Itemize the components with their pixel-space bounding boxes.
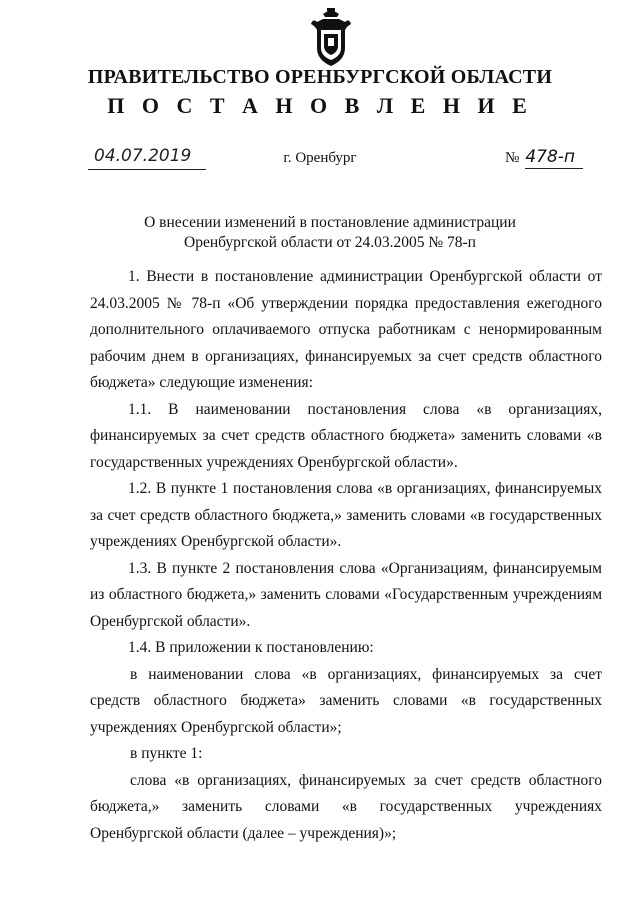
paragraph-1-4-words: слова «в организациях, финансируемых за счет средств областного бюджета,» заменить словами «в государственных учреждениях Оренбургской области (далее – учреждения)»; bbox=[90, 771, 602, 842]
government-name: ПРАВИТЕЛЬСТВО ОРЕНБУРГСКОЙ ОБЛАСТИ bbox=[87, 66, 553, 88]
paragraph-1-4-point1: в пункте 1: bbox=[130, 745, 203, 762]
coat-of-arms-emblem bbox=[309, 8, 353, 68]
title-line-2: Оренбургской области от 24.03.2005 № 78-п bbox=[184, 234, 476, 251]
paragraph-1-1: 1.1. В наименовании постановления слова «в организациях, финансируемых за счет средств областного бюджета» заменить словами «в государственных учреждениях Оренбургской области». bbox=[90, 400, 602, 471]
document-date: 04.07.2019 bbox=[88, 146, 206, 170]
paragraph-1-2: 1.2. В пункте 1 постановления слова «в организациях, финансируемых за счет средств областного бюджета,» заменить словами «в государственных учреждениях Оренбургской области». bbox=[90, 480, 602, 550]
paragraph-1-4: 1.4. В приложении к постановлению: bbox=[128, 639, 374, 656]
document-body bbox=[90, 264, 602, 847]
document-title bbox=[120, 213, 540, 253]
paragraph-1-3: 1.3. В пункте 2 постановления слова «Организациям, финансируемым из областного бюджета,» заменить словами «Государственным учреждениям Оренбургской области». bbox=[90, 559, 602, 630]
document-type: П О С Т А Н О В Л Е Н И Е bbox=[107, 93, 533, 118]
number-sign: № bbox=[505, 150, 520, 166]
paragraph-1-4-name: в наименовании слова «в организациях, финансируемых за счет средств областного бюджета» заменить словами «в государственных учреждениях Оренбургской области»; bbox=[90, 665, 602, 736]
title-line-1: О внесении изменений в постановление администрации bbox=[144, 214, 516, 231]
document-number bbox=[505, 146, 591, 170]
document-city: г. Оренбург bbox=[283, 150, 357, 166]
number-value: 478-п bbox=[525, 146, 583, 169]
paragraph-1: 1. Внести в постановление администрации Оренбургской области от 24.03.2005 № 78-п «Об утверждении порядка предоставления ежегодного дополнительного оплачиваемого отпуска работникам с ненормированным рабочим днем в организациях, финансируемых за счет средств областного бюджета» следующие изменения: bbox=[90, 268, 602, 391]
